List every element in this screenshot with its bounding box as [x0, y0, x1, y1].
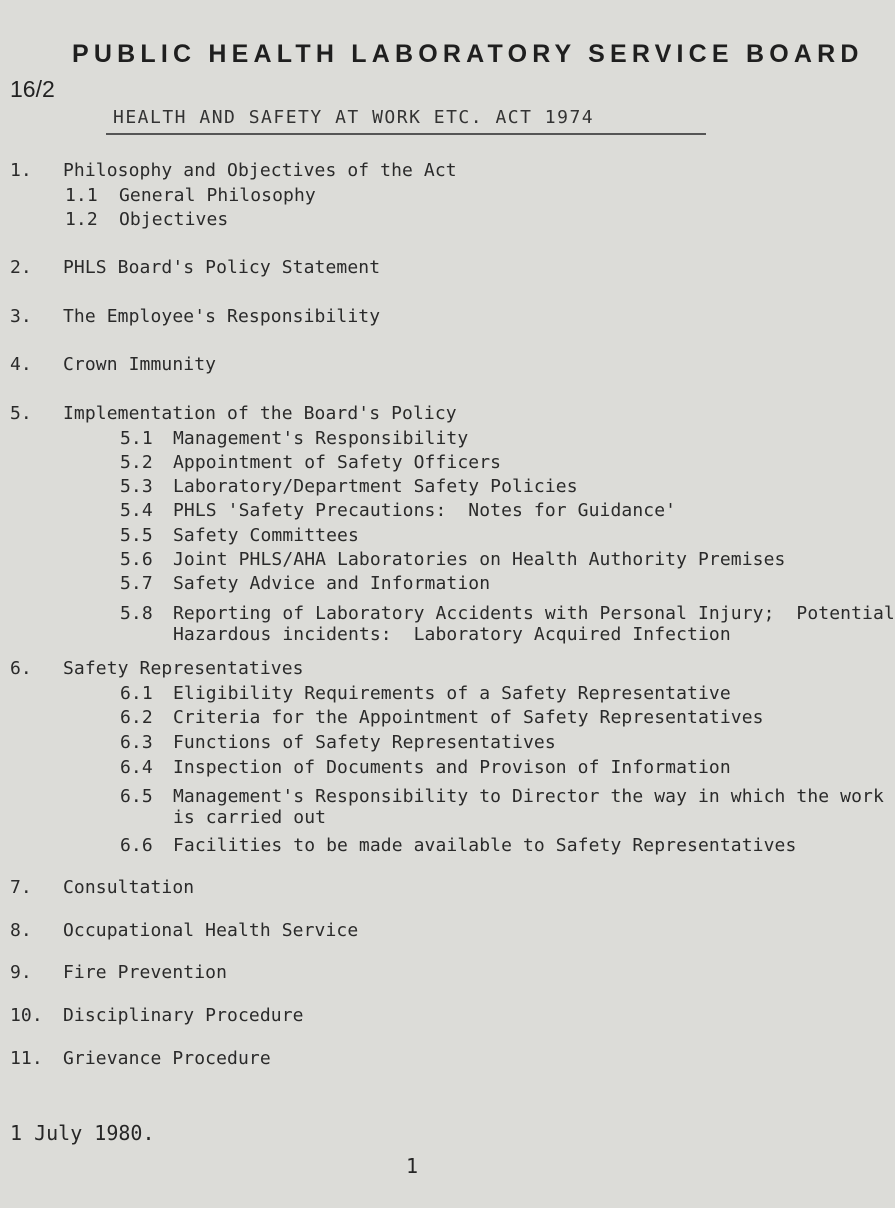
toc-number: 6.4 [120, 757, 153, 778]
document-title: HEALTH AND SAFETY AT WORK ETC. ACT 1974 [113, 107, 595, 128]
toc-entry-6-1 [120, 683, 731, 704]
toc-text: Fire Prevention [63, 962, 228, 983]
toc-text: Objectives [119, 209, 229, 230]
toc-entry-5-6 [120, 549, 786, 570]
toc-text: PHLS Board's Policy Statement [63, 257, 381, 278]
toc-number: 11. [10, 1048, 43, 1069]
toc-text: Facilities to be made available to Safety Representatives [173, 835, 797, 856]
toc-number: 5.4 [120, 500, 153, 521]
toc-number: 1.1 [65, 185, 98, 206]
toc-text: Management's Responsibility to Director the way in which the work [173, 786, 884, 807]
toc-text: Crown Immunity [63, 354, 217, 375]
toc-text: Management's Responsibility [173, 428, 469, 449]
toc-entry-1-1 [65, 185, 316, 206]
toc-number: 10. [10, 1005, 43, 1026]
toc-entry-2 [10, 257, 381, 278]
toc-entry-6-5 [120, 786, 884, 828]
toc-text: Disciplinary Procedure [63, 1005, 304, 1026]
toc-number: 5.3 [120, 476, 153, 497]
toc-text: Safety Advice and Information [173, 573, 491, 594]
toc-entry-6-3 [120, 732, 556, 753]
toc-text: Safety Representatives [63, 658, 304, 679]
toc-entry-9 [10, 962, 228, 983]
toc-number: 6. [10, 658, 32, 679]
toc-number: 1.2 [65, 209, 98, 230]
toc-entry-4 [10, 354, 217, 375]
toc-number: 7. [10, 877, 32, 898]
toc-text: Laboratory/Department Safety Policies [173, 476, 578, 497]
toc-number: 5.5 [120, 525, 153, 546]
toc-number: 5.2 [120, 452, 153, 473]
toc-text-continuation: is carried out [173, 807, 327, 828]
toc-entry-1-2 [65, 209, 229, 230]
toc-number: 6.3 [120, 732, 153, 753]
toc-number: 9. [10, 962, 32, 983]
title-underline [106, 133, 706, 135]
toc-text: Grievance Procedure [63, 1048, 271, 1069]
toc-entry-10 [10, 1005, 304, 1026]
toc-entry-6-2 [120, 707, 764, 728]
toc-number: 4. [10, 354, 32, 375]
toc-text: Consultation [63, 877, 195, 898]
toc-text: Joint PHLS/AHA Laboratories on Health Authority Premises [173, 549, 786, 570]
organization-heading: PUBLIC HEALTH LABORATORY SERVICE BOARD [72, 40, 864, 68]
toc-text: Reporting of Laboratory Accidents with Personal Injury; Potential [173, 603, 895, 624]
toc-number: 1. [10, 160, 32, 181]
toc-text: Eligibility Requirements of a Safety Representative [173, 683, 731, 704]
toc-entry-11 [10, 1048, 271, 1069]
toc-number: 6.6 [120, 835, 153, 856]
toc-number: 6.5 [120, 786, 153, 807]
toc-text: Philosophy and Objectives of the Act [63, 160, 457, 181]
toc-entry-8 [10, 920, 359, 941]
toc-entry-5-8 [120, 603, 895, 645]
toc-number: 6.2 [120, 707, 153, 728]
toc-entry-3 [10, 306, 381, 327]
toc-entry-5-2 [120, 452, 502, 473]
toc-entry-7 [10, 877, 195, 898]
page-number: 1 [406, 1154, 419, 1178]
toc-number: 8. [10, 920, 32, 941]
toc-entry-5-4 [120, 500, 677, 521]
toc-entry-6-6 [120, 835, 797, 856]
toc-number: 5.1 [120, 428, 153, 449]
toc-text: Safety Committees [173, 525, 359, 546]
toc-entry-5 [10, 403, 457, 424]
toc-entry-6 [10, 658, 304, 679]
toc-entry-5-1 [120, 428, 469, 449]
toc-text: Functions of Safety Representatives [173, 732, 556, 753]
toc-entry-5-7 [120, 573, 491, 594]
toc-text: General Philosophy [119, 185, 316, 206]
toc-number: 3. [10, 306, 32, 327]
toc-number: 6.1 [120, 683, 153, 704]
toc-text: Criteria for the Appointment of Safety Representatives [173, 707, 764, 728]
toc-entry-5-5 [120, 525, 359, 546]
toc-entry-6-4 [120, 757, 731, 778]
toc-number: 5.8 [120, 603, 153, 624]
toc-number: 5.7 [120, 573, 153, 594]
toc-text: PHLS 'Safety Precautions: Notes for Guidance' [173, 500, 677, 521]
toc-text: Implementation of the Board's Policy [63, 403, 457, 424]
toc-text: Inspection of Documents and Provison of Information [173, 757, 731, 778]
toc-number: 2. [10, 257, 32, 278]
document-reference: 16/2 [10, 76, 55, 102]
toc-text: Occupational Health Service [63, 920, 359, 941]
toc-number: 5. [10, 403, 32, 424]
toc-entry-1 [10, 160, 457, 181]
toc-text-continuation: Hazardous incidents: Laboratory Acquired Infection [173, 624, 731, 645]
toc-number: 5.6 [120, 549, 153, 570]
toc-entry-5-3 [120, 476, 578, 497]
toc-text: Appointment of Safety Officers [173, 452, 502, 473]
toc-text: The Employee's Responsibility [63, 306, 381, 327]
document-date: 1 July 1980. [10, 1121, 155, 1145]
